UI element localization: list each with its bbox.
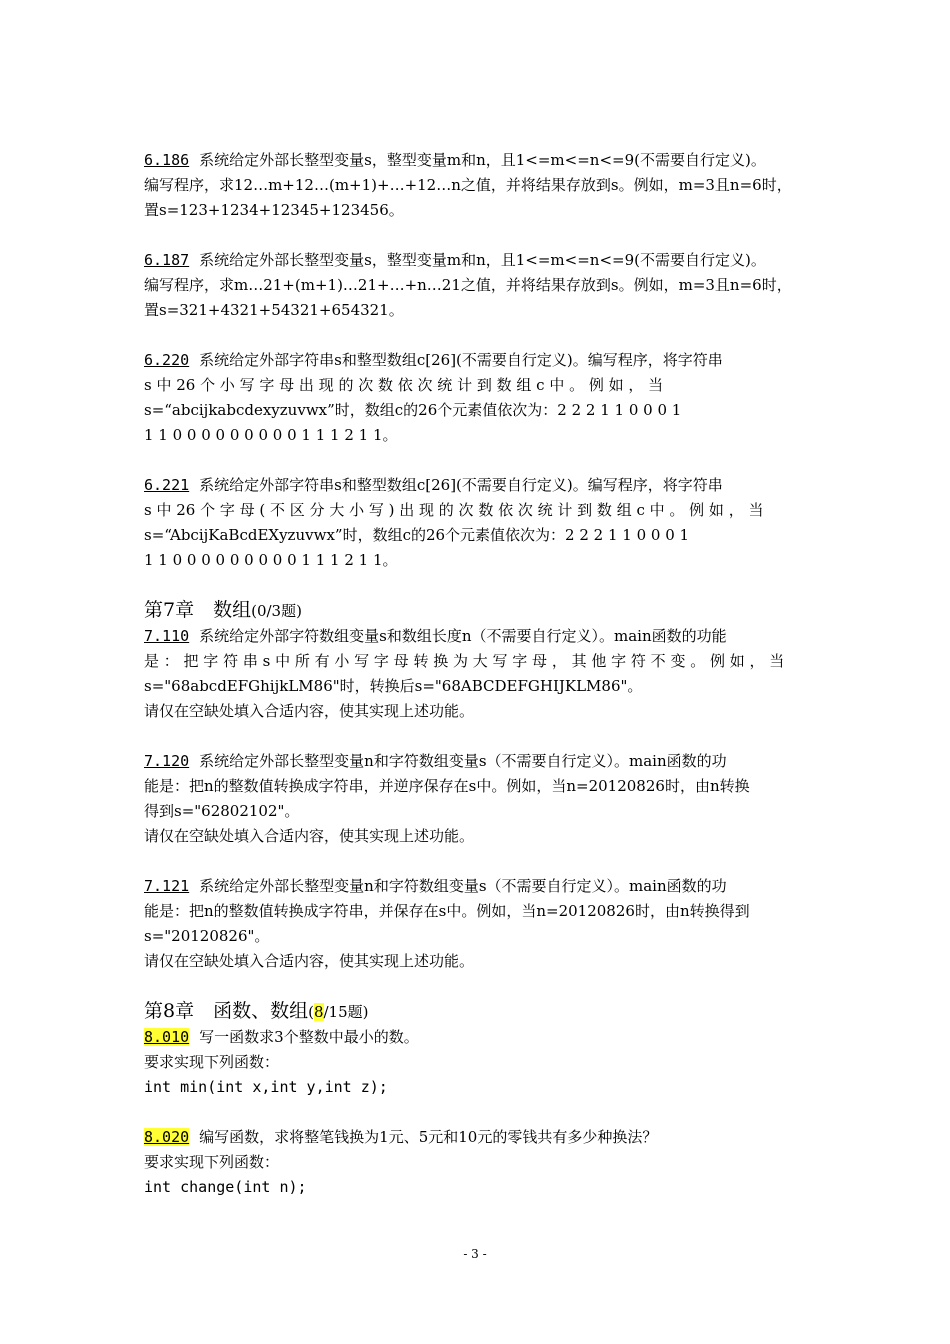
problem-text: 是 ： 把 字 符 串 s 中 所 有 小 写 字 母 转 换 为 大 写 字 母 ， 其 他 字 符 不 变 。 例 如 ， 当	[144, 652, 785, 670]
problem-number: 6.186	[144, 151, 190, 169]
problem-text: 写一函数求3个整数中最小的数。	[199, 1028, 419, 1046]
function-signature: int min(int x,int y,int z);	[144, 1078, 388, 1096]
problem-text: 系统给定外部长整型变量s，整型变量m和n，且1<=m<=n<=9(不需要自行定义)。	[199, 251, 766, 269]
problem-text: 编写程序，求12…m+12…(m+1)+…+12…n之值，并将结果存放到s。例如，m=3且n=6时，	[144, 176, 792, 194]
problem-text: 请仅在空缺处填入合适内容，使其实现上述功能。	[144, 702, 475, 720]
problem-number: 7.121	[144, 877, 190, 895]
problem-text: s=“abcijkabcdexyzuvwx”时，数组c的26个元素值依次为：2 2 2 1 1 0 0 0 1	[144, 401, 682, 419]
problem-6220	[144, 348, 812, 448]
problem-text: 置s=321+4321+54321+654321。	[144, 301, 404, 319]
completed-count: 0	[256, 602, 267, 620]
chapter-8-heading	[144, 999, 812, 1025]
problem-7121	[144, 874, 812, 974]
problem-number: 7.110	[144, 627, 190, 645]
problem-number: 6.187	[144, 251, 190, 269]
chapter-title: 第7章 数组	[144, 599, 252, 621]
problem-text: 能是：把n的整数值转换成字符串，并逆序保存在s中。例如，当n=20120826时，由n转换	[144, 777, 750, 795]
problem-6186	[144, 148, 812, 223]
requirement-text: 要求实现下列函数：	[144, 1153, 280, 1171]
problem-text: 系统给定外部字符串s和整型数组c[26](不需要自行定义)。编写程序，将字符串	[199, 476, 723, 494]
problem-text: 请仅在空缺处填入合适内容，使其实现上述功能。	[144, 827, 475, 845]
problem-text: 编写函数，求将整笔钱换为1元、5元和10元的零钱共有多少种换法？	[199, 1128, 658, 1146]
problem-6187	[144, 248, 812, 323]
function-signature: int change(int n);	[144, 1178, 307, 1196]
problem-number: 8.010	[144, 1028, 190, 1046]
requirement-text: 要求实现下列函数：	[144, 1053, 280, 1071]
problem-text: 得到s="62802102"。	[144, 802, 300, 820]
problem-text: s=“AbcijKaBcdEXyzuvwx”时，数组c的26个元素值依次为：2 2 2 1 1 0 0 0 1	[144, 526, 690, 544]
problem-text: s 中 26 个 字 母 ( 不 区 分 大 小 写 ) 出 现 的 次 数 依 次 统 计 到 数 组 c 中 。 例 如 ， 当	[144, 501, 764, 519]
problem-text: 能是：把n的整数值转换成字符串，并保存在s中。例如，当n=20120826时，由n转换得到	[144, 902, 750, 920]
chapter-title: 第8章 函数、数组	[144, 1000, 309, 1022]
problem-number: 7.120	[144, 752, 190, 770]
problem-text: 系统给定外部长整型变量n和字符数组变量s（不需要自行定义）。main函数的功	[199, 877, 727, 895]
problem-number: 8.020	[144, 1128, 190, 1146]
chapter-count: (8/15题)	[308, 1003, 369, 1021]
problem-number: 6.220	[144, 351, 190, 369]
document-page	[144, 148, 812, 1200]
problem-7120	[144, 749, 812, 849]
chapter-count: (0/3题)	[251, 602, 302, 620]
problem-text: 1 1 0 0 0 0 0 0 0 0 0 1 1 1 2 1 1。	[144, 426, 398, 444]
page-number: - 3 -	[463, 1247, 487, 1261]
problem-text: s="68abcdEFGhijkLM86"时，转换后s="68ABCDEFGHIJKLM86"。	[144, 677, 643, 695]
problem-8020	[144, 1125, 812, 1200]
problem-text: s 中 26 个 小 写 字 母 出 现 的 次 数 依 次 统 计 到 数 组 c 中 。 例 如 ， 当	[144, 376, 664, 394]
problem-text: 1 1 0 0 0 0 0 0 0 0 0 1 1 1 2 1 1。	[144, 551, 398, 569]
problem-text: 编写程序，求m…21+(m+1)…21+…+n…21之值，并将结果存放到s。例如，m=3且n=6时，	[144, 276, 792, 294]
problem-text: 系统给定外部长整型变量s，整型变量m和n，且1<=m<=n<=9(不需要自行定义)。	[199, 151, 766, 169]
problem-text: 系统给定外部长整型变量n和字符数组变量s（不需要自行定义）。main函数的功	[199, 752, 727, 770]
problem-number: 6.221	[144, 476, 190, 494]
problem-text: 置s=123+1234+12345+123456。	[144, 201, 404, 219]
problem-text: 请仅在空缺处填入合适内容，使其实现上述功能。	[144, 952, 475, 970]
problem-8010	[144, 1025, 812, 1100]
problem-text: s="20120826"。	[144, 927, 270, 945]
problem-7110	[144, 624, 812, 724]
chapter-7-heading	[144, 598, 812, 624]
problem-6221	[144, 473, 812, 573]
completed-count: 8	[313, 1003, 324, 1021]
problem-text: 系统给定外部字符串s和整型数组c[26](不需要自行定义)。编写程序，将字符串	[199, 351, 723, 369]
problem-text: 系统给定外部字符数组变量s和数组长度n（不需要自行定义）。main函数的功能	[199, 627, 727, 645]
